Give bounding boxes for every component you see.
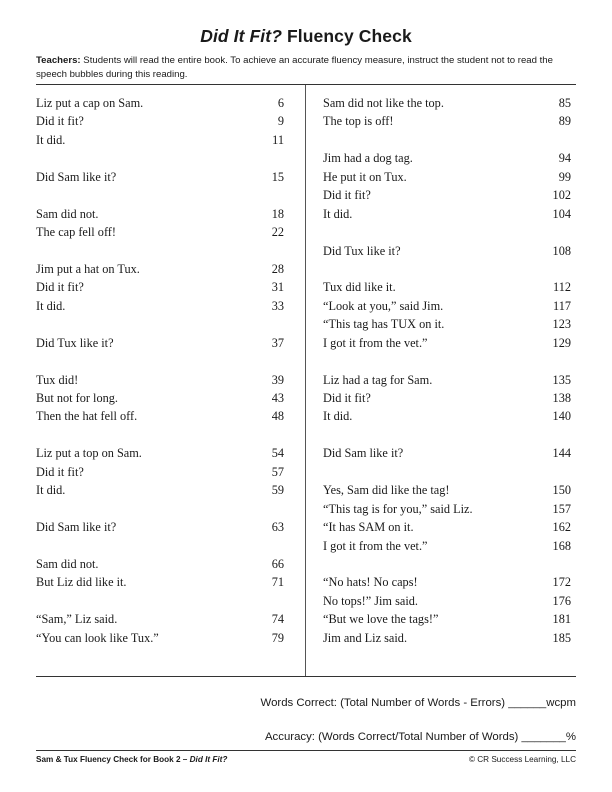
line-text: But Liz did like it. xyxy=(36,575,127,590)
line-text: “No hats! No caps! xyxy=(323,575,418,590)
line-text: Did Sam like it? xyxy=(36,520,117,535)
column-divider xyxy=(305,85,306,676)
reading-line xyxy=(36,205,284,223)
reading-line xyxy=(36,334,284,352)
reading-line xyxy=(36,131,284,149)
reading-line xyxy=(323,592,571,610)
blank-line xyxy=(36,537,284,555)
blank-line xyxy=(323,426,571,444)
reading-line xyxy=(36,389,284,407)
cumulative-word-count: 138 xyxy=(552,391,571,405)
blank-line xyxy=(323,131,571,149)
footer-italic-title: Did It Fit? xyxy=(189,755,228,764)
cumulative-word-count: 28 xyxy=(271,261,284,276)
footer-book-title xyxy=(36,755,227,764)
reading-line xyxy=(36,223,284,241)
cumulative-word-count: 22 xyxy=(271,225,284,240)
reading-line xyxy=(36,168,284,186)
reading-line xyxy=(323,334,571,352)
line-text: Yes, Sam did like the tag! xyxy=(323,483,450,498)
reading-line xyxy=(323,278,571,296)
reading-line xyxy=(36,260,284,278)
cumulative-word-count: 123 xyxy=(552,317,571,332)
blank-line xyxy=(36,592,284,610)
blank-line xyxy=(36,500,284,518)
line-text: “You can look like Tux.” xyxy=(36,630,159,645)
line-text: “Look at you,” said Jim. xyxy=(323,298,444,313)
reading-line xyxy=(36,481,284,499)
cumulative-word-count: 176 xyxy=(552,593,571,608)
accuracy-formula: Accuracy: (Words Correct/Total Number of Words) _______% xyxy=(264,731,576,743)
cumulative-word-count: 31 xyxy=(271,280,284,295)
cumulative-word-count: 71 xyxy=(271,575,284,590)
reading-line xyxy=(323,371,571,389)
title-rest: Fluency Check xyxy=(282,26,412,46)
cumulative-word-count: 37 xyxy=(271,335,284,350)
cumulative-word-count: 15 xyxy=(271,169,284,184)
line-text: It did. xyxy=(323,409,353,424)
page-title xyxy=(0,26,612,47)
cumulative-word-count: 112 xyxy=(553,280,571,295)
line-text: Sam did not. xyxy=(36,556,99,571)
line-text: Tux did like it. xyxy=(323,280,396,295)
line-text: Did it fit? xyxy=(36,114,84,129)
blank-line xyxy=(36,426,284,444)
line-text: Did Tux like it? xyxy=(36,335,114,350)
line-text: I got it from the vet.” xyxy=(323,538,428,553)
cumulative-word-count: 43 xyxy=(271,391,284,405)
cumulative-word-count: 6 xyxy=(277,96,284,110)
reading-line xyxy=(36,444,284,462)
cumulative-word-count: 150 xyxy=(552,483,571,498)
teachers-text: Students will read the entire book. To achieve an accurate fluency measure, instruct the student not to read the speech bubbles during this reading. xyxy=(36,55,553,80)
line-text: Liz had a tag for Sam. xyxy=(323,372,433,387)
line-text: Jim put a hat on Tux. xyxy=(36,261,140,276)
left-reading-column xyxy=(36,94,284,647)
cumulative-word-count: 54 xyxy=(271,446,284,461)
reading-line xyxy=(323,205,571,223)
line-text: Sam did not. xyxy=(36,206,99,221)
reading-line xyxy=(323,168,571,186)
footer-divider xyxy=(36,750,576,751)
line-text: Did Tux like it? xyxy=(323,243,401,258)
line-text: Did Sam like it? xyxy=(36,169,117,184)
cumulative-word-count: 79 xyxy=(271,630,284,645)
reading-line xyxy=(36,112,284,130)
cumulative-word-count: 33 xyxy=(271,298,284,313)
blank-line xyxy=(323,223,571,241)
cumulative-word-count: 162 xyxy=(552,520,571,535)
blank-line xyxy=(323,260,571,278)
reading-line xyxy=(36,573,284,591)
line-text: The cap fell off! xyxy=(36,225,117,240)
line-text: The top is off! xyxy=(323,114,394,129)
line-text: “But we love the tags!” xyxy=(323,612,439,627)
reading-line xyxy=(36,371,284,389)
line-text: Sam did not like the top. xyxy=(323,96,444,110)
cumulative-word-count: 57 xyxy=(271,464,284,479)
line-text: “This tag has TUX on it. xyxy=(323,317,445,332)
cumulative-word-count: 181 xyxy=(552,612,571,627)
cumulative-word-count: 74 xyxy=(271,612,284,627)
footer-copyright: © CR Success Learning, LLC xyxy=(468,755,576,764)
blank-line xyxy=(36,242,284,260)
teacher-instructions xyxy=(36,54,576,81)
line-text: Liz put a cap on Sam. xyxy=(36,96,144,110)
cumulative-word-count: 172 xyxy=(552,575,571,590)
reading-line xyxy=(36,463,284,481)
line-text: Jim and Liz said. xyxy=(323,630,408,645)
reading-line xyxy=(323,94,571,112)
cumulative-word-count: 129 xyxy=(552,335,571,350)
line-text: No tops!” Jim said. xyxy=(323,593,418,608)
reading-line xyxy=(323,186,571,204)
line-text: Did it fit? xyxy=(323,391,371,405)
line-text: Did it fit? xyxy=(323,188,371,203)
bottom-divider xyxy=(36,676,576,677)
line-text: Did it fit? xyxy=(36,280,84,295)
line-text: It did. xyxy=(36,298,66,313)
line-text: It did. xyxy=(323,206,353,221)
blank-line xyxy=(36,149,284,167)
cumulative-word-count: 89 xyxy=(558,114,571,129)
top-divider xyxy=(36,84,576,85)
cumulative-word-count: 117 xyxy=(553,298,571,313)
line-text: “This tag is for you,” said Liz. xyxy=(323,501,473,516)
cumulative-word-count: 18 xyxy=(271,206,284,221)
line-text: Tux did! xyxy=(36,372,79,387)
reading-line xyxy=(323,149,571,167)
reading-line xyxy=(323,537,571,555)
reading-line xyxy=(323,481,571,499)
blank-line xyxy=(36,352,284,370)
line-text: “Sam,” Liz said. xyxy=(36,612,118,627)
cumulative-word-count: 108 xyxy=(552,243,571,258)
reading-line xyxy=(323,629,571,647)
footer-prefix: Sam & Tux Fluency Check for Book 2 – xyxy=(36,755,190,764)
line-text: Liz put a top on Sam. xyxy=(36,446,142,461)
cumulative-word-count: 59 xyxy=(271,483,284,498)
title-italic: Did It Fit? xyxy=(200,26,282,46)
blank-line xyxy=(36,186,284,204)
cumulative-word-count: 66 xyxy=(271,556,284,571)
reading-line xyxy=(36,610,284,628)
reading-line xyxy=(323,389,571,407)
line-text: “It has SAM on it. xyxy=(323,520,414,535)
reading-line xyxy=(36,297,284,315)
reading-line xyxy=(323,573,571,591)
line-text: But not for long. xyxy=(36,391,118,405)
reading-line xyxy=(323,518,571,536)
blank-line xyxy=(36,315,284,333)
cumulative-word-count: 157 xyxy=(552,501,571,516)
blank-line xyxy=(323,463,571,481)
reading-line xyxy=(323,112,571,130)
cumulative-word-count: 11 xyxy=(272,132,284,147)
reading-line xyxy=(36,278,284,296)
cumulative-word-count: 39 xyxy=(271,372,284,387)
reading-line xyxy=(323,315,571,333)
words-correct-formula: Words Correct: (Total Number of Words - Errors) ______wcpm xyxy=(260,697,576,709)
right-reading-column xyxy=(323,94,571,647)
cumulative-word-count: 168 xyxy=(552,538,571,553)
reading-line xyxy=(36,518,284,536)
blank-line xyxy=(323,555,571,573)
line-text: Jim had a dog tag. xyxy=(323,151,413,166)
cumulative-word-count: 104 xyxy=(552,206,571,221)
reading-line xyxy=(323,242,571,260)
blank-line xyxy=(323,352,571,370)
cumulative-word-count: 185 xyxy=(552,630,571,645)
reading-line xyxy=(323,500,571,518)
cumulative-word-count: 102 xyxy=(552,188,571,203)
reading-line xyxy=(323,297,571,315)
cumulative-word-count: 48 xyxy=(271,409,284,424)
reading-line xyxy=(323,407,571,425)
cumulative-word-count: 94 xyxy=(558,151,571,166)
cumulative-word-count: 144 xyxy=(552,446,571,461)
cumulative-word-count: 9 xyxy=(277,114,284,129)
reading-line xyxy=(36,94,284,112)
cumulative-word-count: 135 xyxy=(552,372,571,387)
cumulative-word-count: 99 xyxy=(558,169,571,184)
reading-line xyxy=(36,629,284,647)
reading-line xyxy=(36,555,284,573)
line-text: Did Sam like it? xyxy=(323,446,404,461)
line-text: Did it fit? xyxy=(36,464,84,479)
line-text: Then the hat fell off. xyxy=(36,409,138,424)
line-text: It did. xyxy=(36,483,66,498)
cumulative-word-count: 63 xyxy=(271,520,284,535)
cumulative-word-count: 140 xyxy=(552,409,571,424)
teachers-label: Teachers: xyxy=(36,55,81,66)
line-text: I got it from the vet.” xyxy=(323,335,428,350)
reading-line xyxy=(323,610,571,628)
cumulative-word-count: 85 xyxy=(558,96,571,110)
reading-line xyxy=(36,407,284,425)
line-text: It did. xyxy=(36,132,66,147)
line-text: He put it on Tux. xyxy=(323,169,407,184)
reading-line xyxy=(323,444,571,462)
